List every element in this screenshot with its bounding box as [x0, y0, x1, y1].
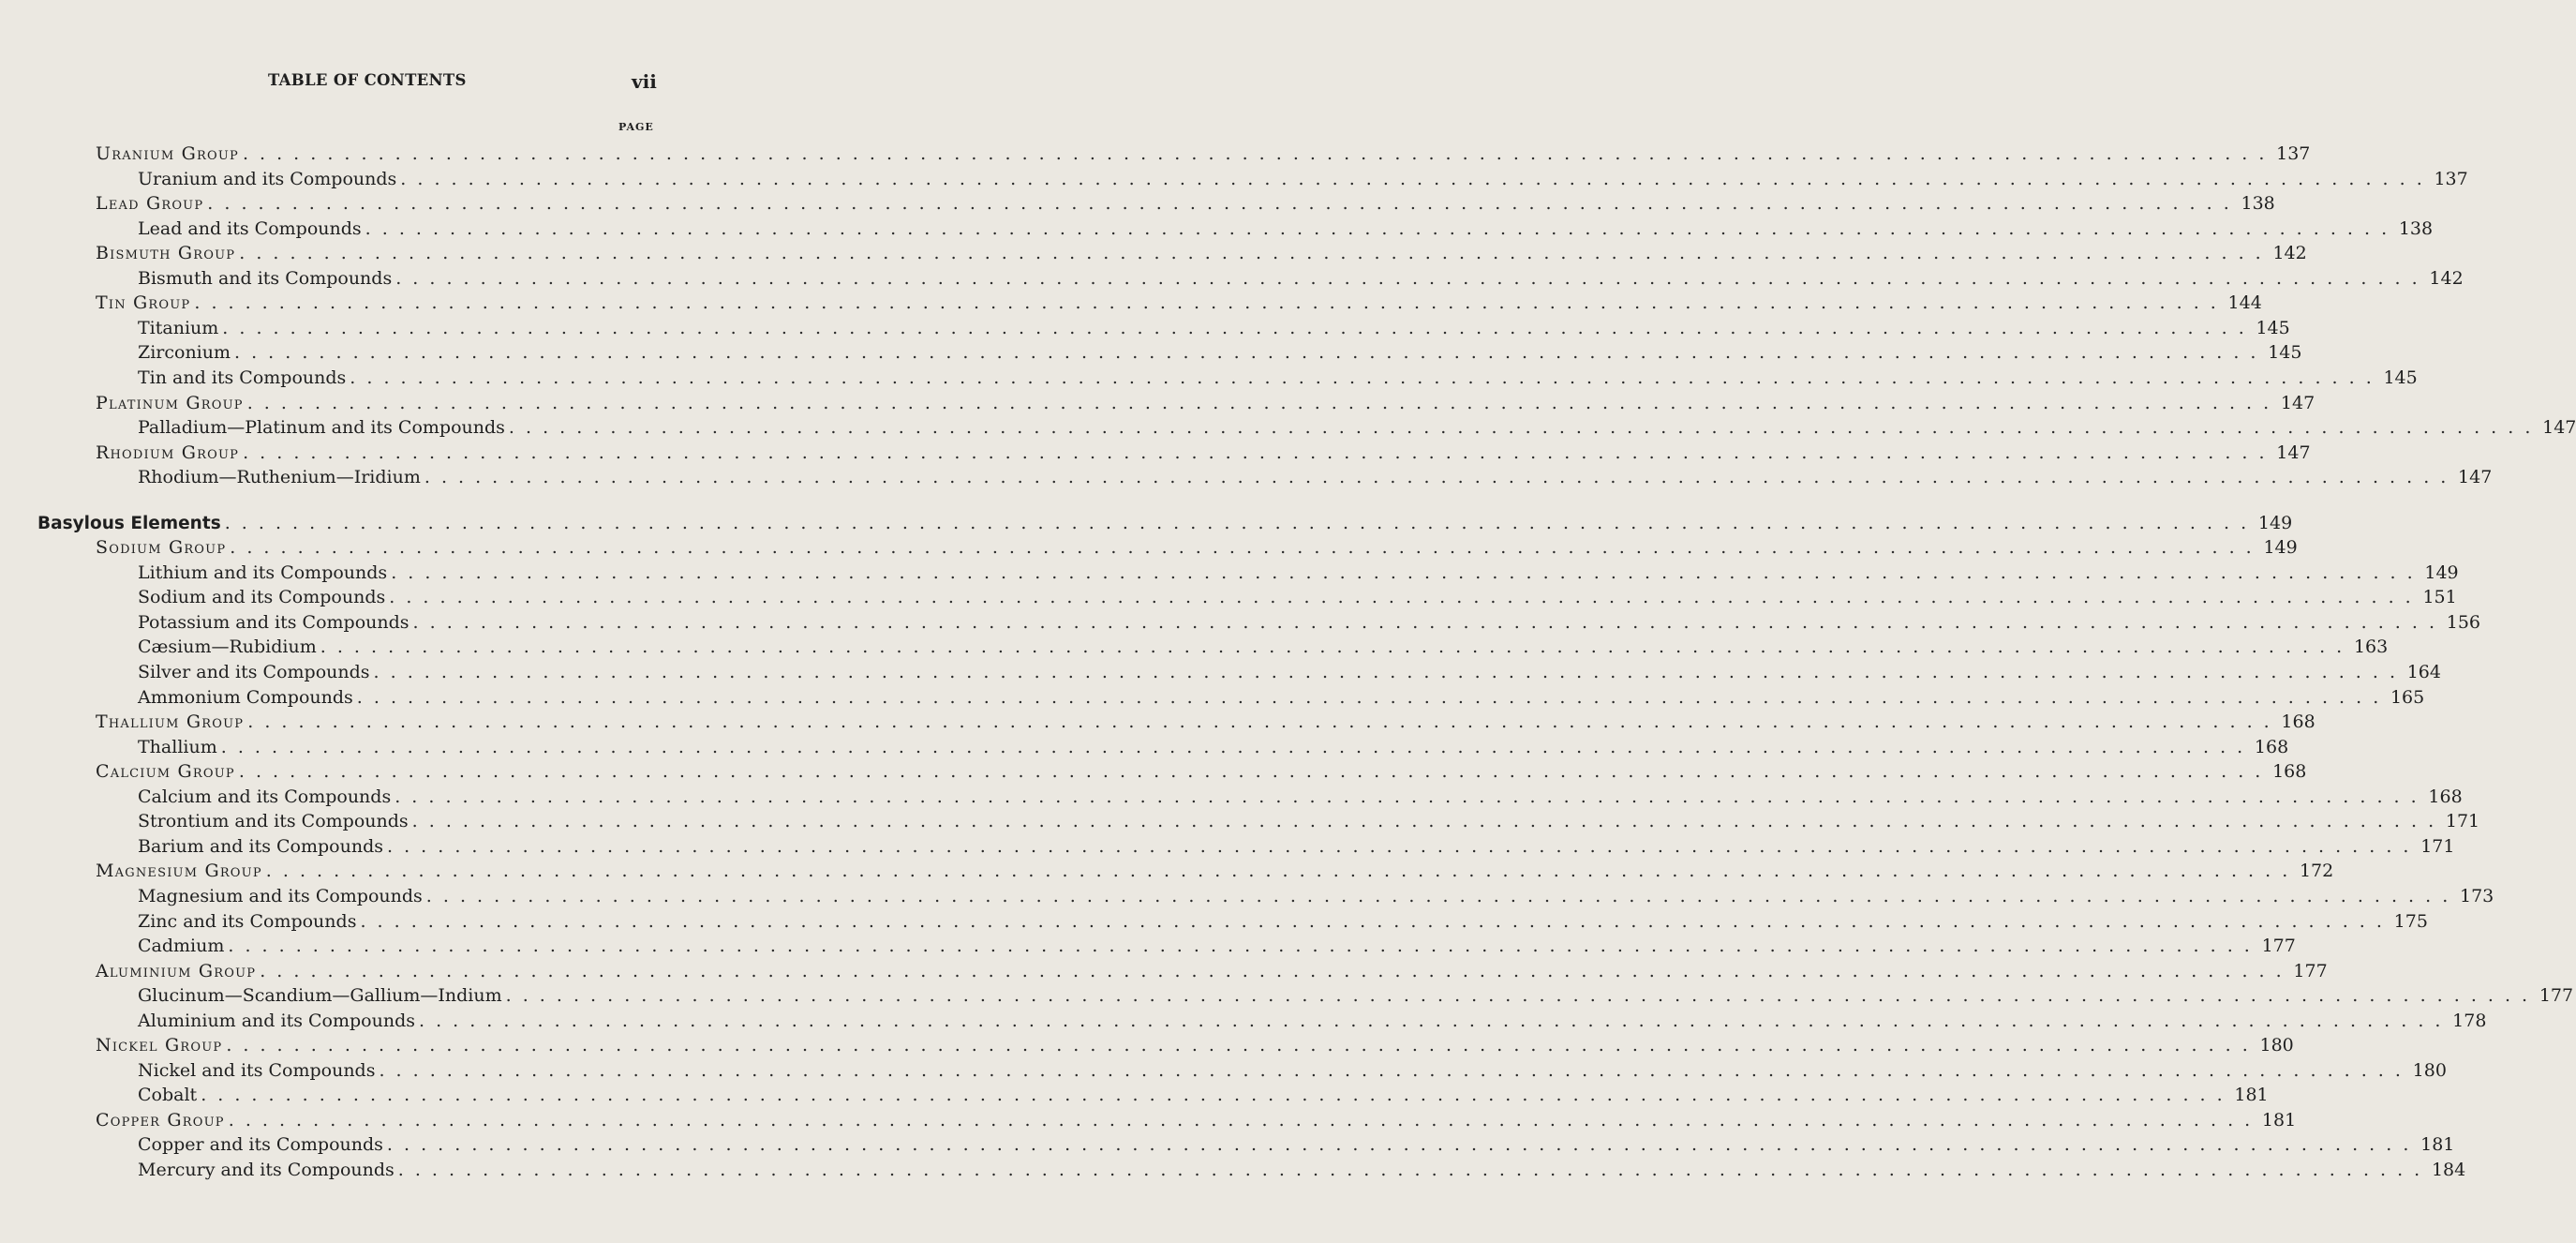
dot-leader: . . . . . . . . . . . . . . . . . . . . . . . . . . . . . . . . . . . . . . . . . . . . . . . . . . . . . . . . . . . . . . . . . . . . . . . . . . . . . . . . . . . . . . . . . . . . . . . . . . . . . . . . . . . . . . . . . . . . . . . . — [508, 417, 2534, 439]
toc-entry — [96, 534, 2298, 561]
toc-entry-page: 165 — [2390, 686, 2425, 708]
dot-leader: . . . . . . . . . . . . . . . . . . . . . . . . . . . . . . . . . . . . . . . . . . . . . . . . . . . . . . . . . . . . . . . . . . . . . . . . . . . . . . . . . . . . . . . . . . . . . . . . . . . . . . . . . . . . . . . . . . . . . . . . — [230, 537, 2255, 559]
toc-entry-label: Calcium Group — [96, 761, 235, 783]
toc-entry-label: Uranium Group — [96, 143, 239, 164]
toc-entry-page: 168 — [2428, 786, 2463, 807]
toc-entry-page: 173 — [2459, 885, 2494, 906]
toc-entry-label: Aluminium Group — [96, 960, 257, 981]
toc-entry — [138, 464, 2493, 490]
toc-entry-page: 184 — [2431, 1160, 2466, 1180]
toc-entry-label: Mercury and its Compounds — [138, 1160, 395, 1180]
dot-leader: . . . . . . . . . . . . . . . . . . . . . . . . . . . . . . . . . . . . . . . . . . . . . . . . . . . . . . . . . . . . . . . . . . . . . . . . . . . . . . . . . . . . . . . . . . . . . . . . . . . . . . . . . . . . . . . . . . . . . . . . — [228, 1109, 2254, 1131]
toc-entry-label: Palladium—Platinum and its Compounds — [138, 417, 505, 439]
toc-entry — [138, 883, 2494, 909]
dot-leader: . . . . . . . . . . . . . . . . . . . . . . . . . . . . . . . . . . . . . . . . . . . . . . . . . . . . . . . . . . . . . . . . . . . . . . . . . . . . . . . . . . . . . . . . . . . . . . . . . . . . . . . . . . . . . . . . . . . . . . . . — [243, 442, 2268, 463]
toc-entry — [138, 365, 2418, 391]
toc-entry — [138, 808, 2480, 834]
toc-entry — [96, 190, 2275, 217]
toc-entry-page: 168 — [2281, 711, 2315, 733]
dot-leader: . . . . . . . . . . . . . . . . . . . . . . . . . . . . . . . . . . . . . . . . . . . . . . . . . . . . . . . . . . . . . . . . . . . . . . . . . . . . . . . . . . . . . . . . . . . . . . . . . . . . . . . . . . . . . . . . . . . . . . . . — [201, 1085, 2226, 1106]
toc-entry-label: Magnesium Group — [96, 861, 262, 882]
toc-entry-label: Cæsium—Rubidium — [138, 636, 317, 658]
toc-entry — [96, 440, 2311, 466]
toc-entry — [138, 933, 2296, 959]
toc-entry — [96, 958, 2328, 984]
dot-leader: . . . . . . . . . . . . . . . . . . . . . . . . . . . . . . . . . . . . . . . . . . . . . . . . . . . . . . . . . . . . . . . . . . . . . . . . . . . . . . . . . . . . . . . . . . . . . . . . . . . . . . . . . . . . . . . . . . . . . . . . — [265, 861, 2291, 882]
dot-leader: . . . . . . . . . . . . . . . . . . . . . . . . . . . . . . . . . . . . . . . . . . . . . . . . . . . . . . . . . . . . . . . . . . . . . . . . . . . . . . . . . . . . . . . . . . . . . . . . . . . . . . . . . . . . . . . . . . . . . . . . — [412, 611, 2437, 633]
toc-entry-page: 171 — [2420, 835, 2455, 857]
dot-leader: . . . . . . . . . . . . . . . . . . . . . . . . . . . . . . . . . . . . . . . . . . . . . . . . . . . . . . . . . . . . . . . . . . . . . . . . . . . . . . . . . . . . . . . . . . . . . . . . . . . . . . . . . . . . . . . . . . . . . . . . — [260, 960, 2285, 981]
toc-entry-label: Nickel Group — [96, 1035, 223, 1056]
toc-entry — [138, 609, 2480, 636]
toc-entry — [138, 784, 2463, 810]
toc-entry — [138, 908, 2428, 935]
toc-entry-page: 175 — [2393, 910, 2428, 932]
toc-entry-label: Thallium — [138, 736, 217, 757]
toc-entry-label: Sodium Group — [96, 537, 227, 559]
toc-entry-page: 181 — [2420, 1134, 2455, 1156]
dot-leader: . . . . . . . . . . . . . . . . . . . . . . . . . . . . . . . . . . . . . . . . . . . . . . . . . . . . . . . . . . . . . . . . . . . . . . . . . . . . . . . . . . . . . . . . . . . . . . . . . . . . . . . . . . . . . . . . . . . . . . . . — [395, 786, 2420, 807]
toc-entry-page: 181 — [2261, 1109, 2297, 1131]
toc-entry-label: Zirconium — [138, 342, 231, 364]
toc-entry-label: Silver and its Compounds — [138, 662, 370, 682]
dot-leader: . . . . . . . . . . . . . . . . . . . . . . . . . . . . . . . . . . . . . . . . . . . . . . . . . . . . . . . . . . . . . . . . . . . . . . . . . . . . . . . . . . . . . . . . . . . . . . . . . . . . . . . . . . . . . . . . . . . . . . . . — [228, 936, 2253, 957]
toc-entry — [138, 1057, 2447, 1084]
toc-entry-label: Magnesium and its Compounds — [138, 885, 423, 906]
dot-leader: . . . . . . . . . . . . . . . . . . . . . . . . . . . . . . . . . . . . . . . . . . . . . . . . . . . . . . . . . . . . . . . . . . . . . . . . . . . . . . . . . . . . . . . . . . . . . . . . . . . . . . . . . . . . . . . . . . . . . . . . — [425, 885, 2451, 906]
toc-entry-label: Tin and its Compounds — [138, 367, 347, 388]
dot-leader: . . . . . . . . . . . . . . . . . . . . . . . . . . . . . . . . . . . . . . . . . . . . . . . . . . . . . . . . . . . . . . . . . . . . . . . . . . . . . . . . . . . . . . . . . . . . . . . . . . . . . . . . . . . . . . . . . . . . . . . . — [220, 736, 2246, 757]
toc-entry-page: 145 — [2268, 342, 2302, 364]
dot-leader: . . . . . . . . . . . . . . . . . . . . . . . . . . . . . . . . . . . . . . . . . . . . . . . . . . . . . . . . . . . . . . . . . . . . . . . . . . . . . . . . . . . . . . . . . . . . . . . . . . . . . . . . . . . . . . . . . . . . . . . . — [320, 636, 2345, 658]
toc-entry-page: 151 — [2422, 587, 2457, 608]
dot-leader: . . . . . . . . . . . . . . . . . . . . . . . . . . . . . . . . . . . . . . . . . . . . . . . . . . . . . . . . . . . . . . . . . . . . . . . . . . . . . . . . . . . . . . . . . . . . . . . . . . . . . . . . . . . . . . . . . . . . . . . . — [194, 292, 2219, 314]
toc-entry-page: 171 — [2445, 811, 2480, 832]
dot-leader: . . . . . . . . . . . . . . . . . . . . . . . . . . . . . . . . . . . . . . . . . . . . . . . . . . . . . . . . . . . . . . . . . . . . . . . . . . . . . . . . . . . . . . . . . . . . . . . . . . . . . . . . . . . . . . . . . . . . . . . . — [379, 1059, 2404, 1081]
toc-entry-page: 149 — [2257, 512, 2293, 533]
toc-entry — [138, 1157, 2466, 1183]
toc-entry-page: 181 — [2234, 1085, 2269, 1106]
toc-entry-page: 142 — [2429, 267, 2464, 289]
toc-entry-page: 147 — [2542, 417, 2576, 439]
toc-entry-page: 164 — [2406, 662, 2441, 682]
toc-entry — [138, 265, 2464, 292]
toc-entry-page: 156 — [2446, 611, 2480, 633]
toc-entry — [138, 634, 2389, 660]
toc-entry-label: Copper Group — [96, 1109, 225, 1131]
toc-entry-page: 147 — [2276, 442, 2311, 463]
toc-entry-label: Calcium and its Compounds — [138, 786, 392, 807]
toc-entry-label: Lead Group — [96, 193, 204, 215]
dot-leader: . . . . . . . . . . . . . . . . . . . . . . . . . . . . . . . . . . . . . . . . . . . . . . . . . . . . . . . . . . . . . . . . . . . . . . . . . . . . . . . . . . . . . . . . . . . . . . . . . . . . . . . . . . . . . . . . . . . . . . . . — [360, 910, 2385, 932]
dot-leader: . . . . . . . . . . . . . . . . . . . . . . . . . . . . . . . . . . . . . . . . . . . . . . . . . . . . . . . . . . . . . . . . . . . . . . . . . . . . . . . . . . . . . . . . . . . . . . . . . . . . . . . . . . . . . . . . . . . . . . . . — [247, 711, 2272, 733]
running-head — [0, 71, 750, 94]
toc-entry-page: 180 — [2259, 1035, 2294, 1056]
toc-entry-page: 177 — [2261, 936, 2296, 957]
dot-leader: . . . . . . . . . . . . . . . . . . . . . . . . . . . . . . . . . . . . . . . . . . . . . . . . . . . . . . . . . . . . . . . . . . . . . . . . . . . . . . . . . . . . . . . . . . . . . . . . . . . . . . . . . . . . . . . . . . . . . . . . — [397, 1160, 2423, 1180]
toc-entry — [96, 141, 2311, 167]
toc-entry-page: 137 — [2434, 168, 2468, 189]
dot-leader: . . . . . . . . . . . . . . . . . . . . . . . . . . . . . . . . . . . . . . . . . . . . . . . . . . . . . . . . . . . . . . . . . . . . . . . . . . . . . . . . . . . . . . . . . . . . . . . . . . . . . . . . . . . . . . . . . . . . . . . . — [350, 367, 2375, 388]
toc-entry-label: Bismuth Group — [96, 243, 236, 264]
toc-entry-page: 144 — [2227, 292, 2262, 314]
dot-leader: . . . . . . . . . . . . . . . . . . . . . . . . . . . . . . . . . . . . . . . . . . . . . . . . . . . . . . . . . . . . . . . . . . . . . . . . . . . . . . . . . . . . . . . . . . . . . . . . . . . . . . . . . . . . . . . . . . . . . . . . — [242, 143, 2268, 164]
dot-leader: . . . . . . . . . . . . . . . . . . . . . . . . . . . . . . . . . . . . . . . . . . . . . . . . . . . . . . . . . . . . . . . . . . . . . . . . . . . . . . . . . . . . . . . . . . . . . . . . . . . . . . . . . . . . . . . . . . . . . . . . — [411, 811, 2437, 832]
toc-entry-label: Sodium and its Compounds — [138, 587, 386, 608]
toc-entry-page: 142 — [2272, 243, 2307, 264]
toc-entry-label: Glucinum—Scandium—Gallium—Indium — [138, 985, 502, 1007]
toc-entry — [138, 216, 2434, 242]
toc-entry-label: Aluminium and its Compounds — [138, 1010, 415, 1031]
toc-entry — [138, 584, 2457, 610]
toc-entry-label: Bismuth and its Compounds — [138, 267, 393, 289]
toc-entry — [138, 339, 2302, 366]
toc-entry — [96, 290, 2262, 316]
toc-entry — [138, 982, 2574, 1009]
toc-entry-label: Basylous Elements — [37, 513, 221, 533]
toc-entry-page: 149 — [2424, 562, 2459, 583]
toc-entry — [138, 1008, 2487, 1034]
toc-entry — [138, 1131, 2455, 1158]
page-column-heading: PAGE — [618, 121, 654, 133]
toc-entry — [138, 684, 2425, 711]
dot-leader: . . . . . . . . . . . . . . . . . . . . . . . . . . . . . . . . . . . . . . . . . . . . . . . . . . . . . . . . . . . . . . . . . . . . . . . . . . . . . . . . . . . . . . . . . . . . . . . . . . . . . . . . . . . . . . . . . . . . . . . . — [387, 835, 2412, 857]
toc-entry-page: 168 — [2272, 761, 2307, 783]
toc-entry-page: 168 — [2254, 736, 2289, 757]
toc-entry-label: Potassium and its Compounds — [138, 611, 409, 633]
toc-entry-page: 147 — [2280, 392, 2315, 413]
toc-entry — [37, 510, 2293, 536]
toc-entry-label: Uranium and its Compounds — [138, 168, 397, 189]
running-title: TABLE OF CONTENTS — [268, 71, 467, 89]
toc-entry-page: 145 — [2256, 317, 2290, 338]
toc-entry-page: 149 — [2263, 537, 2298, 559]
toc-entry-label: Lead and its Compounds — [138, 217, 362, 239]
toc-entry-page: 163 — [2353, 636, 2389, 658]
toc-entry-label: Copper and its Compounds — [138, 1134, 383, 1156]
toc-entry — [96, 858, 2334, 884]
toc-entry — [138, 560, 2459, 586]
dot-leader: . . . . . . . . . . . . . . . . . . . . . . . . . . . . . . . . . . . . . . . . . . . . . . . . . . . . . . . . . . . . . . . . . . . . . . . . . . . . . . . . . . . . . . . . . . . . . . . . . . . . . . . . . . . . . . . . . . . . . . . . — [418, 1010, 2444, 1031]
toc-entry-page: 138 — [2398, 217, 2434, 239]
toc-entry-label: Cobalt — [138, 1085, 198, 1106]
toc-entry-page: 177 — [2293, 960, 2328, 981]
dot-leader: . . . . . . . . . . . . . . . . . . . . . . . . . . . . . . . . . . . . . . . . . . . . . . . . . . . . . . . . . . . . . . . . . . . . . . . . . . . . . . . . . . . . . . . . . . . . . . . . . . . . . . . . . . . . . . . . . . . . . . . . — [391, 562, 2416, 583]
dot-leader: . . . . . . . . . . . . . . . . . . . . . . . . . . . . . . . . . . . . . . . . . . . . . . . . . . . . . . . . . . . . . . . . . . . . . . . . . . . . . . . . . . . . . . . . . . . . . . . . . . . . . . . . . . . . . . . . . . . . . . . . — [400, 168, 2425, 189]
toc-entry-label: Lithium and its Compounds — [138, 562, 388, 583]
dot-leader: . . . . . . . . . . . . . . . . . . . . . . . . . . . . . . . . . . . . . . . . . . . . . . . . . . . . . . . . . . . . . . . . . . . . . . . . . . . . . . . . . . . . . . . . . . . . . . . . . . . . . . . . . . . . . . . . . . . . . . . . — [505, 985, 2531, 1007]
toc-entry — [96, 758, 2307, 785]
toc-entry-page: 178 — [2452, 1010, 2487, 1031]
dot-leader: . . . . . . . . . . . . . . . . . . . . . . . . . . . . . . . . . . . . . . . . . . . . . . . . . . . . . . . . . . . . . . . . . . . . . . . . . . . . . . . . . . . . . . . . . . . . . . . . . . . . . . . . . . . . . . . . . . . . . . . . — [356, 686, 2382, 708]
toc-entry-page: 145 — [2383, 367, 2418, 388]
toc-entry-page: 147 — [2458, 467, 2493, 488]
toc-entry — [138, 659, 2441, 685]
toc-entry-label: Zinc and its Compounds — [138, 910, 357, 932]
toc-entry — [96, 1032, 2294, 1058]
dot-leader: . . . . . . . . . . . . . . . . . . . . . . . . . . . . . . . . . . . . . . . . . . . . . . . . . . . . . . . . . . . . . . . . . . . . . . . . . . . . . . . . . . . . . . . . . . . . . . . . . . . . . . . . . . . . . . . . . . . . . . . . — [386, 1134, 2412, 1156]
dot-leader: . . . . . . . . . . . . . . . . . . . . . . . . . . . . . . . . . . . . . . . . . . . . . . . . . . . . . . . . . . . . . . . . . . . . . . . . . . . . . . . . . . . . . . . . . . . . . . . . . . . . . . . . . . . . . . . . . . . . . . . . — [234, 342, 2259, 364]
toc-entry-label: Strontium and its Compounds — [138, 811, 409, 832]
toc-entry-label: Barium and its Compounds — [138, 835, 383, 857]
toc-entry-label: Cadmium — [138, 936, 225, 957]
dot-leader: . . . . . . . . . . . . . . . . . . . . . . . . . . . . . . . . . . . . . . . . . . . . . . . . . . . . . . . . . . . . . . . . . . . . . . . . . . . . . . . . . . . . . . . . . . . . . . . . . . . . . . . . . . . . . . . . . . . . . . . . — [365, 217, 2390, 239]
toc-entry-label: Thallium Group — [96, 711, 245, 733]
dot-leader: . . . . . . . . . . . . . . . . . . . . . . . . . . . . . . . . . . . . . . . . . . . . . . . . . . . . . . . . . . . . . . . . . . . . . . . . . . . . . . . . . . . . . . . . . . . . . . . . . . . . . . . . . . . . . . . . . . . . . . . . — [224, 512, 2250, 533]
toc-entry-page: 138 — [2241, 193, 2275, 215]
page-number: vii — [632, 70, 657, 93]
toc-entry-page: 177 — [2539, 985, 2574, 1007]
toc-entry-label: Tin Group — [96, 292, 191, 314]
toc-entry — [138, 734, 2289, 760]
toc-entry — [96, 1107, 2297, 1133]
toc-entry-label: Rhodium Group — [96, 442, 240, 463]
toc-entry — [96, 709, 2315, 735]
toc-entry — [96, 240, 2307, 266]
toc-entry-label: Rhodium—Ruthenium—Iridium — [138, 467, 421, 488]
dot-leader: . . . . . . . . . . . . . . . . . . . . . . . . . . . . . . . . . . . . . . . . . . . . . . . . . . . . . . . . . . . . . . . . . . . . . . . . . . . . . . . . . . . . . . . . . . . . . . . . . . . . . . . . . . . . . . . . . . . . . . . . — [424, 467, 2449, 488]
toc-entry-page: 180 — [2412, 1059, 2447, 1081]
toc-entry — [138, 166, 2468, 192]
dot-leader: . . . . . . . . . . . . . . . . . . . . . . . . . . . . . . . . . . . . . . . . . . . . . . . . . . . . . . . . . . . . . . . . . . . . . . . . . . . . . . . . . . . . . . . . . . . . . . . . . . . . . . . . . . . . . . . . . . . . . . . . — [238, 761, 2264, 783]
toc-entry-label: Titanium — [138, 317, 219, 338]
dot-leader: . . . . . . . . . . . . . . . . . . . . . . . . . . . . . . . . . . . . . . . . . . . . . . . . . . . . . . . . . . . . . . . . . . . . . . . . . . . . . . . . . . . . . . . . . . . . . . . . . . . . . . . . . . . . . . . . . . . . . . . . — [239, 243, 2264, 264]
toc-entry — [138, 414, 2576, 441]
toc-entry-label: Ammonium Compounds — [138, 686, 353, 708]
dot-leader: . . . . . . . . . . . . . . . . . . . . . . . . . . . . . . . . . . . . . . . . . . . . . . . . . . . . . . . . . . . . . . . . . . . . . . . . . . . . . . . . . . . . . . . . . . . . . . . . . . . . . . . . . . . . . . . . . . . . . . . . — [207, 193, 2232, 215]
toc-entry — [138, 833, 2455, 860]
toc-entry — [96, 390, 2315, 416]
toc-entry-page: 137 — [2276, 143, 2311, 164]
dot-leader: . . . . . . . . . . . . . . . . . . . . . . . . . . . . . . . . . . . . . . . . . . . . . . . . . . . . . . . . . . . . . . . . . . . . . . . . . . . . . . . . . . . . . . . . . . . . . . . . . . . . . . . . . . . . . . . . . . . . . . . . — [226, 1035, 2251, 1056]
dot-leader: . . . . . . . . . . . . . . . . . . . . . . . . . . . . . . . . . . . . . . . . . . . . . . . . . . . . . . . . . . . . . . . . . . . . . . . . . . . . . . . . . . . . . . . . . . . . . . . . . . . . . . . . . . . . . . . . . . . . . . . . — [389, 587, 2414, 608]
toc-entry — [138, 1082, 2269, 1108]
toc-entry — [138, 315, 2290, 341]
dot-leader: . . . . . . . . . . . . . . . . . . . . . . . . . . . . . . . . . . . . . . . . . . . . . . . . . . . . . . . . . . . . . . . . . . . . . . . . . . . . . . . . . . . . . . . . . . . . . . . . . . . . . . . . . . . . . . . . . . . . . . . . — [395, 267, 2420, 289]
toc-entry-label: Nickel and its Compounds — [138, 1059, 376, 1081]
toc-entry-page: 172 — [2299, 861, 2334, 882]
dot-leader: . . . . . . . . . . . . . . . . . . . . . . . . . . . . . . . . . . . . . . . . . . . . . . . . . . . . . . . . . . . . . . . . . . . . . . . . . . . . . . . . . . . . . . . . . . . . . . . . . . . . . . . . . . . . . . . . . . . . . . . . — [246, 392, 2272, 413]
dot-leader: . . . . . . . . . . . . . . . . . . . . . . . . . . . . . . . . . . . . . . . . . . . . . . . . . . . . . . . . . . . . . . . . . . . . . . . . . . . . . . . . . . . . . . . . . . . . . . . . . . . . . . . . . . . . . . . . . . . . . . . . — [222, 317, 2247, 338]
toc-entry-label: Platinum Group — [96, 392, 244, 413]
dot-leader: . . . . . . . . . . . . . . . . . . . . . . . . . . . . . . . . . . . . . . . . . . . . . . . . . . . . . . . . . . . . . . . . . . . . . . . . . . . . . . . . . . . . . . . . . . . . . . . . . . . . . . . . . . . . . . . . . . . . . . . . — [373, 662, 2398, 682]
